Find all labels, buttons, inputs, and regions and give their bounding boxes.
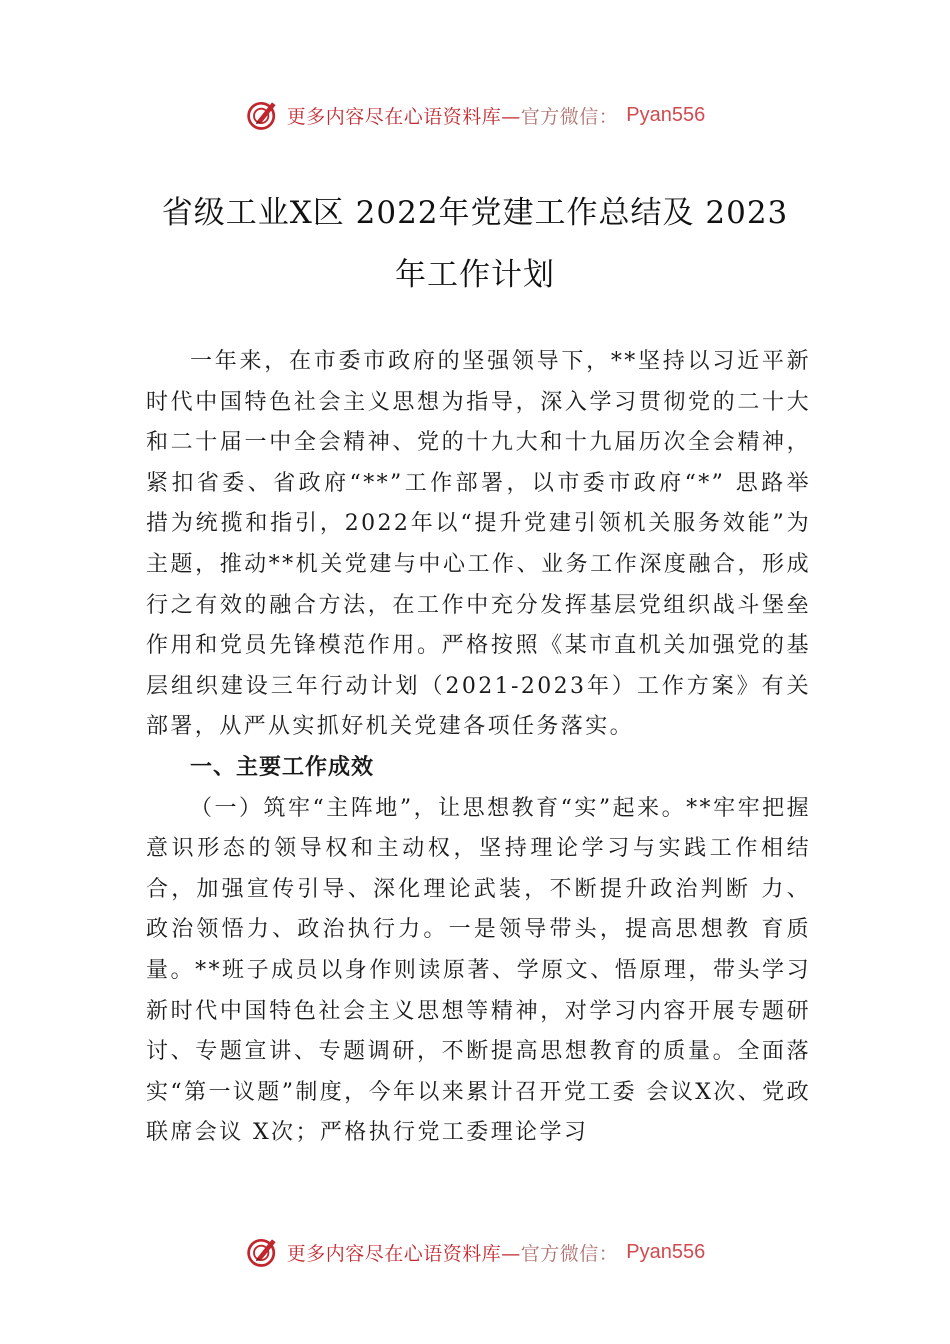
title-line-2: 年工作计划 [395,257,555,293]
watermark-footer [0,1232,950,1272]
document-body [146,342,811,1154]
watermark-main-text: 更多内容尽在心语资料库— [286,1242,521,1265]
watermark-header [0,95,950,135]
watermark-sub-text: 官方微信： [520,1242,619,1265]
title-line-1: 省级工业X区 2022年党建工作总结及 2023 [161,195,789,231]
watermark-sub-text: 官方微信： [520,105,619,128]
watermark-handle: Pyan556 [626,1240,706,1263]
section-1-paragraph: （一）筑牢“主阵地”，让思想教育“实”起来。**牢牢把握意识形态的领导权和主动权，坚持理论学习与实践工作相结合，加强宣传引导、深化理论武装，不断提升政治判断 力、政治领悟力、政治执行力。一是领导带头，提高思想教 育质量。**班子成员以身作则读原著、学原文、悟原理，带头学习新时代中国特色社会主义思想等精神，对学习内容开展专题研讨、专题宣讲、专题调研，不断提高思想教育的质量。全面落实“第一议题”制度，今年以来累计召开党工委 会议X次、党政联席会议 X次；严格执行党工委理论学习 [146,795,811,1146]
pen-seal-icon [245,1234,281,1270]
pen-seal-icon [245,97,281,133]
watermark-text [287,1239,619,1266]
intro-paragraph: 一年来，在市委市政府的坚强领导下，**坚持以习近平新时代中国特色社会主义思想为指导，深入学习贯彻党的二十大和二十届一中全会精神、党的十九大和十九届历次全会精神，紧扣省委、省政府“**”工作部署，以市委市政府“*” 思路举措为统揽和指引，2022年以“提升党建引领机关服务效能”为主题，推动**机关党建与中心工作、业务工作深度融合，形成行之有效的融合方法，在工作中充分发挥基层党组织战斗堡垒作用和党员先锋模范作用。严格按照《某市直机关加强党的基层组织建设三年行动计划（2021-2023年）工作方案》有关部署，从严从实抓好机关党建各项任务落实。 [146,349,811,740]
document-title [110,182,840,306]
watermark-main-text: 更多内容尽在心语资料库— [286,105,521,128]
watermark-text [287,102,619,129]
section-heading-1: 一、主要工作成效 [190,754,375,780]
watermark-handle: Pyan556 [626,103,706,126]
